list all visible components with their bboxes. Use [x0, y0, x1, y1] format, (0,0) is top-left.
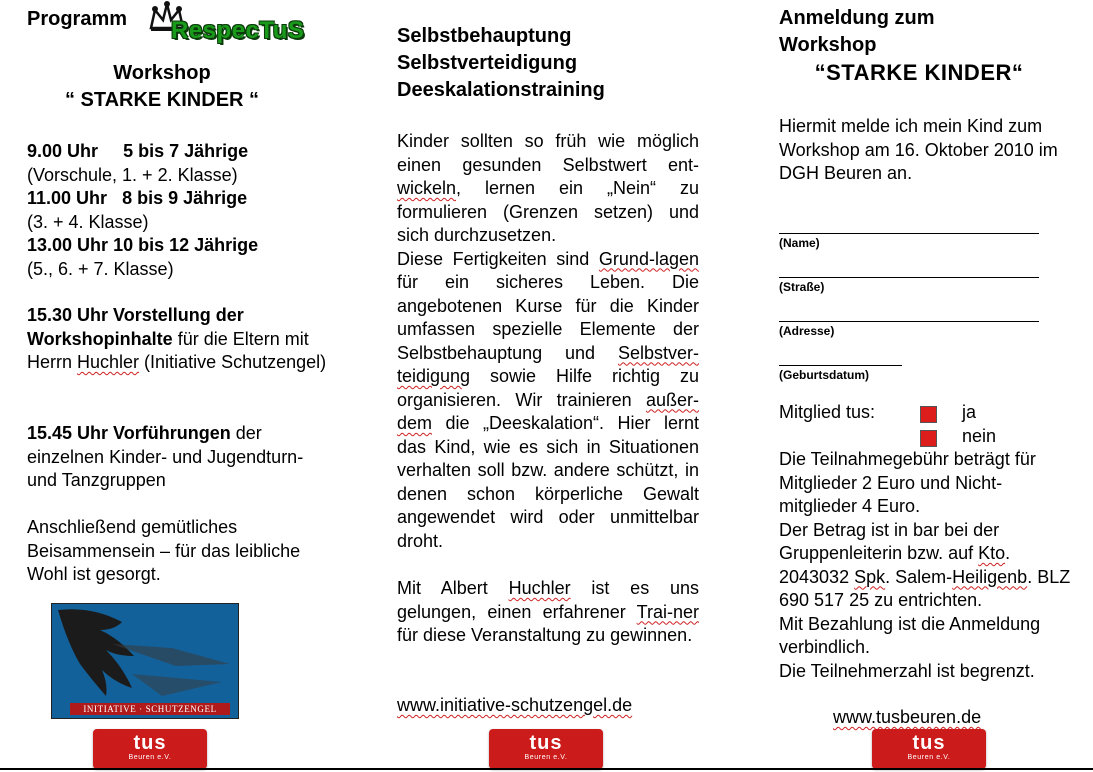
workshop-label: Workshop — [113, 62, 211, 84]
tus-badge: tus Beuren e.V. — [489, 729, 603, 769]
tus-badge: tus Beuren e.V. — [93, 729, 207, 769]
birthdate-field[interactable] — [779, 365, 902, 366]
angel-wings-icon — [52, 604, 238, 718]
program-heading: Programm — [27, 8, 128, 30]
trainer-paragraph: Mit Albert Huchler ist es uns gelungen, einen erfahrener Trai-ner für diese Veranstaltung zu gewinnen. — [397, 578, 699, 645]
page-bottom-rule — [0, 768, 1093, 770]
street-field[interactable] — [779, 277, 1039, 278]
schedule-item: 11.00 Uhr 8 bis 9 Jährige (3. + 4. Klasse) — [27, 188, 248, 232]
address-field[interactable] — [779, 321, 1039, 322]
registration-title: “STARKE KINDER“ — [814, 60, 1024, 85]
performances: 15.45 Uhr Vorführungen der einzelnen Kinder- und Jugendturn- und Tanzgruppen — [27, 423, 304, 490]
street-label: (Straße) — [779, 280, 825, 294]
schutzengel-banner: INITIATIVE · SCHUTZENGEL — [70, 703, 230, 715]
schutzengel-logo — [51, 603, 239, 719]
member-yes-label: ja — [962, 402, 977, 422]
name-label: (Name) — [779, 236, 820, 250]
fee-info: Die Teilnahmegebühr beträgt für Mitglieder 2 Euro und Nicht-mitglieder 4 Euro. Der Betrag ist in bar bei der Gruppenleiterin bzw. auf Kto. 2043032 Spk. Salem-Heiligenb. BLZ 690 517 25 zu entrichten. Mit Bezahlung ist die Anmeldung verbindlich. Die Teilnehmerzahl ist begrenzt. — [779, 449, 1071, 681]
schedule-item: 13.00 Uhr 10 bis 12 Jährige (5., 6. + 7. Klasse) — [27, 235, 259, 279]
parents-presentation: 15.30 Uhr Vorstellung der Workshopinhalte für die Eltern mit Herrn Huchler (Initiative Schutzengel) — [27, 305, 327, 372]
member-no-label: nein — [962, 426, 997, 446]
address-label: (Adresse) — [779, 324, 835, 338]
schutzengel-link[interactable]: www.initiative-schutzengel.de — [397, 695, 633, 715]
member-no-checkbox[interactable] — [920, 430, 937, 447]
intro-paragraph: Kinder sollten so früh wie möglich einen gesunden Selbstwert ent-wickeln, lernen ein „Nein“ zu formulieren (Grenzen setzen) und sich durchzusetzen. Diese Fertigkeiten sind Grund-lagen für ein sicheres Leben. Die angebotenen Kurse für die Kinder umfassen spezielle Elemente der Selbstbehauptung und Selbstver-teidigung sowie Hilfe richtig zu organisieren. Wir trainieren außer-dem die „Deeskalation“. Hier lernt das Kind, wie es sich in Situationen verhalten soll bzw. andere schützt, in denen schon körperliche Gewalt angewendet wird oder unmittelbar droht. — [397, 131, 699, 551]
topics-heading: Selbstbehauptung Selbstverteidigung Deeskalationstraining — [397, 25, 605, 101]
respectus-logo: RespecTuS — [145, 0, 315, 50]
schedule — [27, 140, 357, 281]
schedule-item: 9.00 Uhr 5 bis 7 Jährige (Vorschule, 1. + 2. Klasse) — [27, 141, 249, 185]
member-label: Mitglied tus: — [779, 402, 876, 422]
workshop-title: “ STARKE KINDER “ — [64, 89, 260, 111]
name-field[interactable] — [779, 233, 1039, 234]
birthdate-label: (Geburtsdatum) — [779, 368, 869, 382]
registration-intro: Hiermit melde ich mein Kind zum Workshop am 16. Oktober 2010 im DGH Beuren an. — [779, 116, 1058, 183]
member-yes-checkbox[interactable] — [920, 406, 937, 423]
tus-website-link[interactable]: www.tusbeuren.de — [833, 707, 982, 727]
tus-badge: tus Beuren e.V. — [872, 729, 986, 769]
closing-text: Anschließend gemütliches Beisammensein – für das leibliche Wohl ist gesorgt. — [27, 517, 301, 584]
registration-heading: Anmeldung zum Workshop — [779, 7, 935, 56]
